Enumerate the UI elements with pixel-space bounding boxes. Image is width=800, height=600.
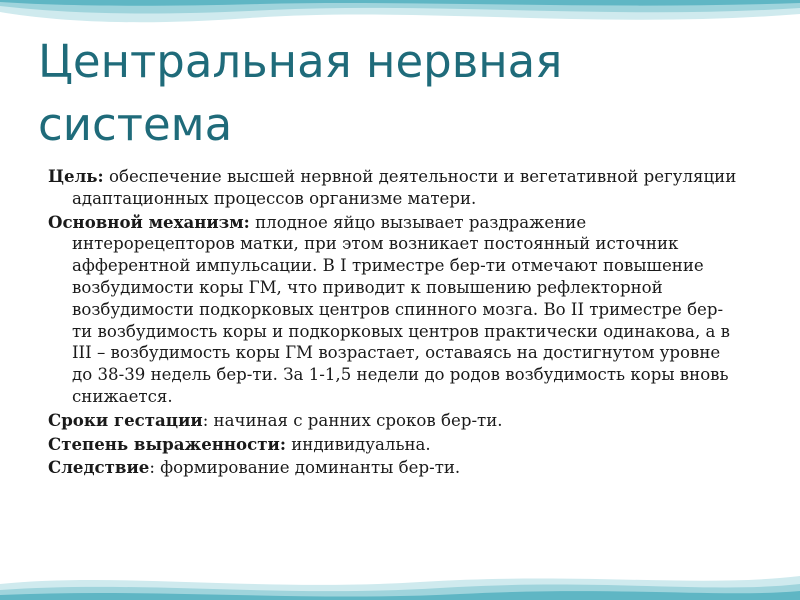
slide-title-line1: Центральная нервная [38, 35, 563, 88]
paragraph-text: индивидуальна. [285, 434, 431, 454]
paragraph-label: Цель: [48, 166, 104, 186]
paragraph-text: плодное яйцо вызывает раздражение интерорецепторов матки, при этом возникает постоянный источник афферентной импульсации. В I триместре бер-ти отмечают повышение возбудимости коры ГМ, что приводит к повышению рефлекторной возбудимости подкорковых центров спинного мозга. Во II триместре бер-ти возбудимость коры и подкорковых центров практически одинакова, а в III – возбудимость коры ГМ возрастает, оставаясь на достигнутом уровне до 38-39 недель бер-ти. За 1-1,5 недели до родов возбудимость коры вновь снижается. [72, 212, 731, 406]
paragraph-severity [48, 434, 738, 456]
paragraph-mechanism [48, 212, 738, 408]
paragraph-text: : формирование доминанты бер-ти. [149, 458, 461, 478]
paragraph-text: обеспечение высшей нервной деятельности и вегетативной регуляции адаптационных процессов организме матери. [72, 167, 737, 208]
slide-body [48, 166, 738, 481]
paragraph-label: Сроки гестации [48, 409, 203, 430]
paragraph-goal [48, 166, 738, 210]
paragraph-label: Основной механизм: [48, 211, 250, 232]
paragraph-label: Степень выраженности: [48, 433, 286, 454]
slide-title [38, 30, 778, 156]
slide-title-line2: система [38, 98, 233, 151]
bottom-wave-decoration [0, 566, 800, 600]
paragraph-text: : начиная с ранних сроков бер-ти. [202, 410, 503, 430]
paragraph-consequence [48, 457, 738, 479]
paragraph-label: Следствие [48, 457, 150, 478]
paragraph-gestation-terms [48, 410, 738, 432]
